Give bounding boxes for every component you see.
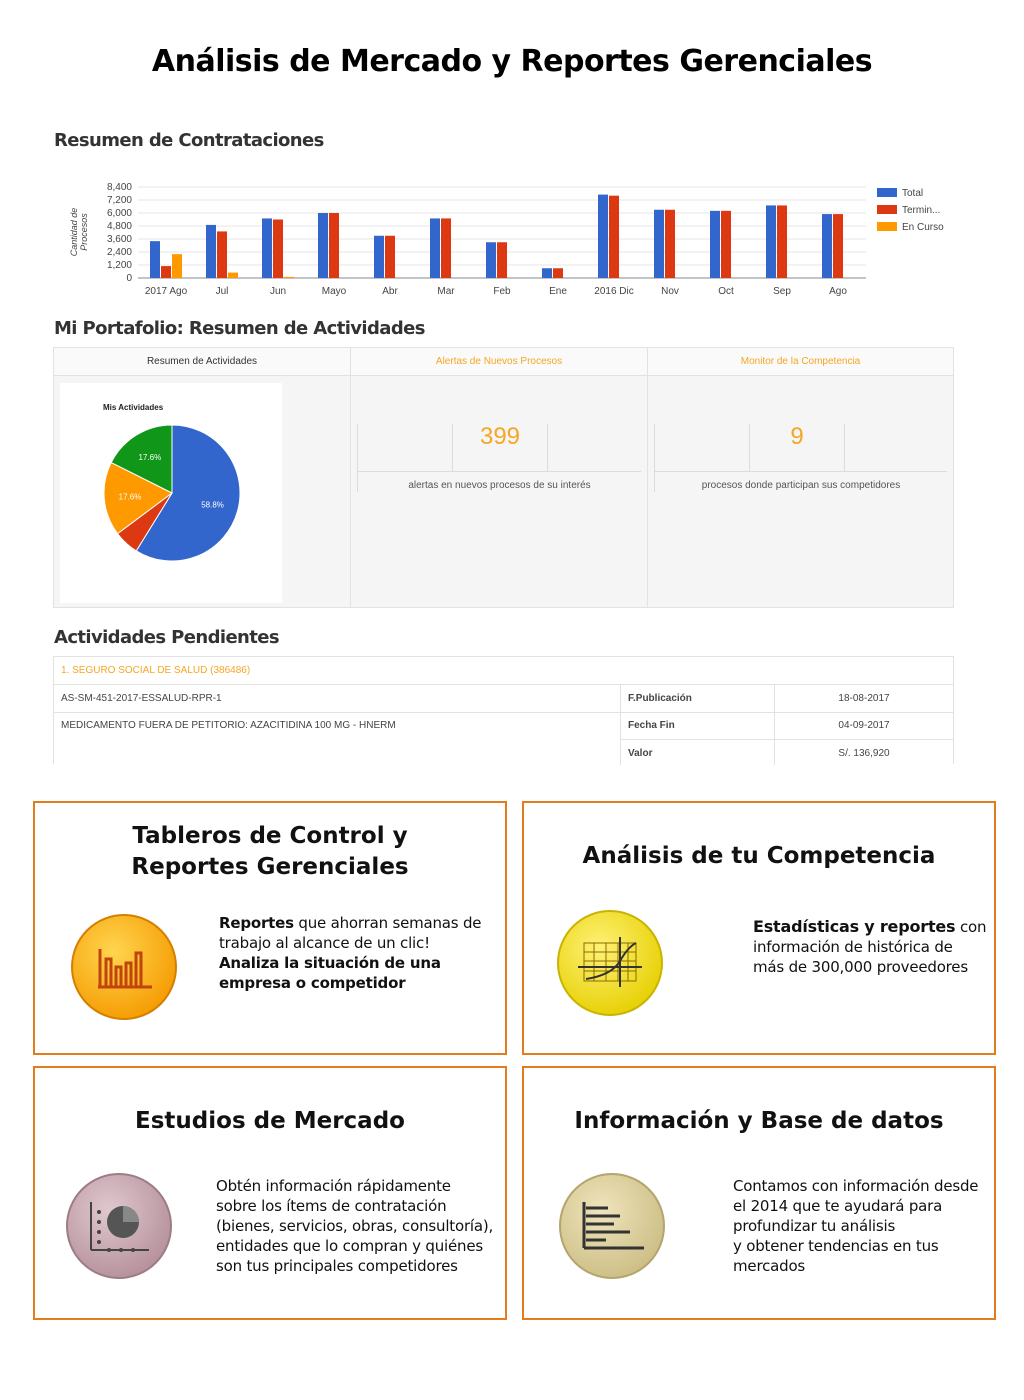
bar bbox=[318, 213, 328, 278]
row-field-label: F.Publicación bbox=[628, 693, 692, 704]
competitors-title[interactable]: Monitor de la Competencia bbox=[648, 348, 953, 376]
table-row bbox=[54, 740, 953, 767]
x-tick-label: Sep bbox=[773, 286, 791, 297]
page-title: Análisis de Mercado y Reportes Gerenciales bbox=[151, 44, 873, 79]
alerts-title[interactable]: Alertas de Nuevos Procesos bbox=[351, 348, 647, 376]
pie-chart-icon bbox=[65, 1172, 173, 1280]
graph-icon bbox=[556, 909, 664, 1017]
card-text-line: (bienes, servicios, obras, consultoría), bbox=[216, 1217, 494, 1235]
card-text-line: Obtén información rápidamente bbox=[216, 1177, 451, 1195]
bar bbox=[172, 254, 182, 278]
card-description bbox=[219, 913, 481, 993]
pending-activities-table bbox=[53, 656, 954, 764]
x-tick-label: Jul bbox=[215, 286, 229, 297]
bar bbox=[766, 205, 776, 278]
legend-label: Total bbox=[902, 188, 924, 199]
x-tick-label: Feb bbox=[493, 286, 511, 297]
card-title: Información y Base de datos bbox=[574, 1108, 944, 1134]
legend-label: En Curso bbox=[902, 222, 944, 233]
card-text-line: y obtener tendencias en tus bbox=[733, 1237, 939, 1255]
pending-heading: Actividades Pendientes bbox=[54, 627, 280, 648]
row-code: AS-SM-451-2017-ESSALUD-RPR-1 bbox=[61, 693, 222, 704]
alerts-column bbox=[351, 348, 648, 607]
card-text-line: sobre los ítems de contratación bbox=[216, 1197, 447, 1215]
y-tick-label: 0 bbox=[126, 273, 132, 284]
activities-summary-title: Resumen de Actividades bbox=[54, 348, 350, 376]
card-text-line: información de histórica de bbox=[753, 938, 953, 956]
row-field-value: 18-08-2017 bbox=[838, 693, 890, 704]
card-title: Estudios de Mercado bbox=[135, 1108, 405, 1134]
bar bbox=[284, 277, 294, 278]
pie-title: Mis Actividades bbox=[103, 403, 164, 412]
bar bbox=[150, 241, 160, 278]
table-row bbox=[54, 685, 953, 712]
activities-pie-box bbox=[60, 383, 282, 603]
card-text-line: son tus principales competidores bbox=[216, 1257, 458, 1275]
alerts-text: alertas en nuevos procesos de su interés bbox=[357, 472, 641, 492]
card-text-line: entidades que lo compran y quiénes bbox=[216, 1237, 483, 1255]
activities-summary-column bbox=[54, 348, 351, 607]
bar bbox=[486, 242, 496, 278]
card-text-bold: Estadísticas y reportes bbox=[753, 917, 956, 936]
bar bbox=[721, 211, 731, 278]
bar-chart-icon bbox=[70, 913, 178, 1021]
bar bbox=[217, 231, 227, 278]
x-tick-label: 2016 Dic bbox=[594, 286, 634, 297]
competitors-column bbox=[648, 348, 953, 607]
bar bbox=[542, 268, 552, 278]
bar bbox=[206, 225, 216, 278]
bar bbox=[441, 218, 451, 278]
legend-swatch bbox=[877, 188, 897, 197]
card-informacion bbox=[522, 1066, 996, 1320]
contrataciones-bar-chart bbox=[54, 172, 954, 302]
portfolio-heading: Mi Portafolio: Resumen de Actividades bbox=[54, 318, 425, 339]
legend-label: Termin... bbox=[902, 205, 941, 216]
alerts-count[interactable]: 399 bbox=[452, 424, 548, 471]
y-tick-label: 1,200 bbox=[106, 260, 132, 271]
pie-slice-label: 58.8% bbox=[201, 500, 224, 510]
bar bbox=[609, 196, 619, 278]
y-tick-label: 4,800 bbox=[106, 221, 132, 232]
card-description bbox=[733, 1176, 978, 1276]
y-tick-label: 2,400 bbox=[106, 247, 132, 258]
row-description: MEDICAMENTO FUERA DE PETITORIO: AZACITIDINA 100 MG - HNERM bbox=[61, 720, 396, 731]
bar bbox=[262, 218, 272, 278]
pie-slice-label: 17.6% bbox=[118, 492, 142, 502]
competitors-text: procesos donde participan sus competidores bbox=[654, 472, 947, 492]
card-competencia bbox=[522, 801, 996, 1055]
horizontal-bars-icon bbox=[558, 1172, 666, 1280]
pending-entity-link[interactable]: 1. SEGURO SOCIAL DE SALUD (386486) bbox=[54, 657, 953, 685]
bar bbox=[497, 242, 507, 278]
row-field-value: S/. 136,920 bbox=[838, 748, 890, 759]
y-tick-label: 6,000 bbox=[106, 208, 132, 219]
card-text-bold: empresa o competidor bbox=[219, 974, 406, 992]
alerts-kpi bbox=[357, 424, 641, 472]
card-text-bold: Analiza la situación de una bbox=[219, 954, 441, 972]
card-text-line: profundizar tu análisis bbox=[733, 1217, 896, 1235]
table-row bbox=[54, 712, 953, 739]
x-tick-label: Nov bbox=[661, 286, 679, 297]
card-estudios bbox=[33, 1066, 507, 1320]
bar bbox=[273, 220, 283, 279]
bar bbox=[553, 268, 563, 278]
x-tick-label: Ene bbox=[549, 286, 567, 297]
card-title: Análisis de tu Competencia bbox=[582, 843, 936, 869]
card-text-line: que ahorran semanas de bbox=[293, 914, 482, 932]
card-text-line: mercados bbox=[733, 1257, 806, 1275]
card-text-line: trabajo al alcance de un clic! bbox=[219, 934, 430, 952]
card-title: Reportes Gerenciales bbox=[131, 854, 409, 880]
card-text-line: con bbox=[955, 918, 987, 936]
bar bbox=[329, 213, 339, 278]
bar bbox=[598, 195, 608, 278]
y-tick-label: 3,600 bbox=[106, 234, 132, 245]
activities-pie-chart bbox=[60, 383, 282, 603]
row-field-label: Fecha Fin bbox=[628, 720, 675, 731]
bar bbox=[385, 236, 395, 278]
x-tick-label: Abr bbox=[382, 286, 398, 297]
bar bbox=[161, 266, 171, 278]
x-tick-label: Oct bbox=[718, 286, 734, 297]
legend-swatch bbox=[877, 222, 897, 231]
x-tick-label: Mar bbox=[437, 286, 455, 297]
y-tick-label: 7,200 bbox=[106, 195, 132, 206]
bar bbox=[822, 214, 832, 278]
card-text-bold: Reportes bbox=[219, 914, 294, 932]
bar bbox=[654, 210, 664, 278]
bar bbox=[665, 210, 675, 278]
bar bbox=[833, 214, 843, 278]
bar bbox=[710, 211, 720, 278]
competitors-kpi bbox=[654, 424, 947, 472]
bar bbox=[228, 273, 238, 278]
x-tick-label: 2017 Ago bbox=[144, 286, 188, 297]
y-tick-label: 8,400 bbox=[106, 182, 132, 193]
card-description bbox=[753, 917, 986, 977]
bar bbox=[777, 205, 787, 278]
competitors-count[interactable]: 9 bbox=[749, 424, 845, 471]
card-text-line: más de 300,000 proveedores bbox=[753, 958, 968, 976]
x-tick-label: Mayo bbox=[321, 286, 347, 297]
x-tick-label: Ago bbox=[829, 286, 847, 297]
row-field-value: 04-09-2017 bbox=[838, 720, 890, 731]
card-title: Tableros de Control y bbox=[132, 823, 408, 849]
row-field-label: Valor bbox=[628, 748, 653, 759]
y-axis-label: Cantidad deProcesos bbox=[69, 207, 89, 257]
bar bbox=[430, 218, 440, 278]
card-tableros bbox=[33, 801, 507, 1055]
bar bbox=[374, 236, 384, 278]
portfolio-panel bbox=[53, 347, 954, 608]
card-text-line: Contamos con información desde bbox=[733, 1177, 979, 1195]
pie-slice-label: 17.6% bbox=[138, 453, 162, 463]
card-text-line: el 2014 que te ayudará para bbox=[733, 1197, 943, 1215]
card-description bbox=[216, 1176, 493, 1276]
x-tick-label: Jun bbox=[269, 286, 287, 297]
legend-swatch bbox=[877, 205, 897, 214]
contrataciones-heading: Resumen de Contrataciones bbox=[54, 130, 324, 151]
